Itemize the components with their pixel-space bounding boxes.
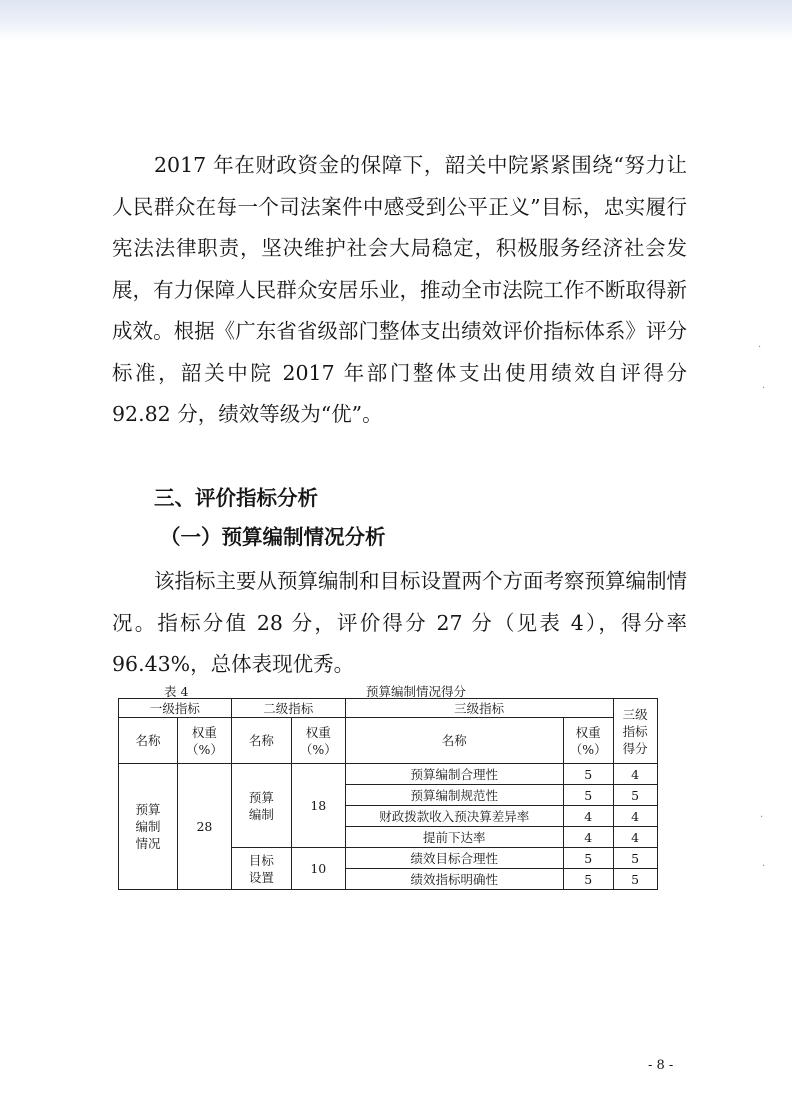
body-paragraph-1: 2017 年在财政资金的保障下，韶关中院紧紧围绕“努力让人民群众在每一个司法案件中感受到公平正义”目标，忠实履行宪法法律职责，坚决维护社会大局稳定，积极服务经济社会发展，有力保障人民群众安居乐业，推动全市法院工作不断取得新成效。根据《广东省省级部门整体支出绩效评价指标体系》评分标准，韶关中院 2017 年部门整体支出使用绩效自评得分 92.82 分，绩效等级为“优”。 [112, 153, 687, 426]
table-title: 预算编制情况得分 [366, 684, 467, 699]
table-row-score: 4 [613, 764, 657, 785]
table-row-weight: 5 [563, 848, 613, 869]
header-name: 名称 [119, 718, 178, 764]
table-row-weight: 4 [563, 806, 613, 827]
table-row-score: 5 [613, 869, 657, 890]
table-label: 表 4 [164, 684, 189, 699]
level1-name: 预算编制情况 [119, 764, 178, 890]
section-heading: 三、评价指标分析 [154, 486, 318, 510]
scan-top-band [0, 0, 792, 40]
header-name: 名称 [231, 718, 291, 764]
table-row-weight: 5 [563, 869, 613, 890]
level2-weight: 10 [291, 848, 345, 890]
header-weight: 权重（%） [563, 718, 613, 764]
table-row-score: 5 [613, 785, 657, 806]
table-row-score: 5 [613, 848, 657, 869]
table-row-weight: 5 [563, 785, 613, 806]
table-row-weight: 4 [563, 827, 613, 848]
table-row-name: 绩效指标明确性 [345, 869, 563, 890]
table-row-score: 4 [613, 827, 657, 848]
table-row-name: 绩效目标合理性 [345, 848, 563, 869]
scan-speck: · [760, 812, 764, 823]
header-level3: 三级指标 [345, 699, 613, 718]
level2-name: 目标设置 [231, 848, 291, 890]
budget-score-table [118, 698, 658, 890]
header-name: 名称 [345, 718, 563, 764]
table-row-name: 财政拨款收入预决算差异率 [345, 806, 563, 827]
level2-name: 预算编制 [231, 764, 291, 848]
table-row-name: 预算编制合理性 [345, 764, 563, 785]
level2-weight: 18 [291, 764, 345, 848]
body-paragraph-2: 该指标主要从预算编制和目标设置两个方面考察预算编制情况。指标分值 28 分，评价得分 27 分（见表 4），得分率 96.43%，总体表现优秀。 [112, 569, 687, 676]
table-row-name: 提前下达率 [345, 827, 563, 848]
scan-speck: · [758, 342, 762, 353]
subsection-heading: （一）预算编制情况分析 [160, 525, 386, 549]
header-weight: 权重（%） [291, 718, 345, 764]
level1-weight: 28 [178, 764, 232, 890]
table-row-name: 预算编制规范性 [345, 785, 563, 806]
header-level2: 二级指标 [231, 699, 345, 718]
header-level3-score: 三级指标得分 [613, 699, 657, 764]
table-row-weight: 5 [563, 764, 613, 785]
scan-speck: · [762, 383, 766, 394]
table-row-score: 4 [613, 806, 657, 827]
header-level1: 一级指标 [119, 699, 232, 718]
header-weight: 权重（%） [178, 718, 232, 764]
page-number: - 8 - [648, 1058, 674, 1073]
scan-speck: · [762, 861, 766, 872]
